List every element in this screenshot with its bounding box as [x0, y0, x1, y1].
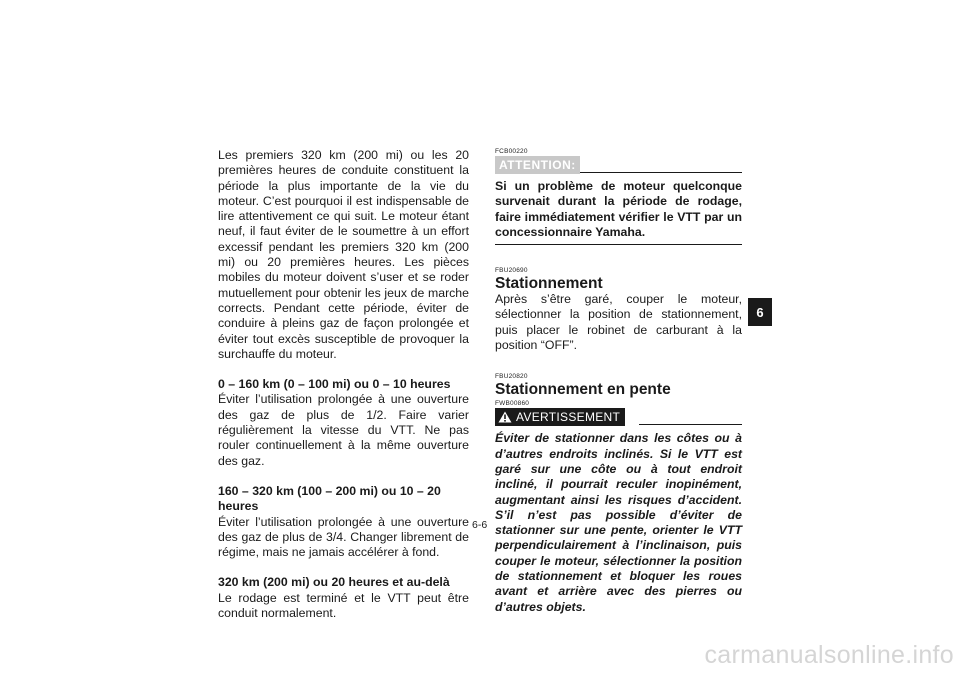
- warning-text: Éviter de stationner dans les côtes ou à d’autres endroits inclinés. Si le VTT est garé sur une côte ou à tout endroit incliné, il pourrait reculer inopinément, augmentant ainsi les risques d’accident. S’il n’est pas possible d’éviter de stationner sur une pente, orienter le VTT perpendiculairement à l’inclinaison, puis couper le moteur, sélectionner la position de stationnement et bloquer les roues avant et arrière avec des pierres ou d’autres objets.: [495, 431, 742, 614]
- warning-label: AVERTISSEMENT: [516, 410, 621, 425]
- warning-rule: [639, 424, 742, 425]
- stage1-heading: 0 – 160 km (0 – 100 mi) ou 0 – 10 heures: [218, 377, 451, 392]
- parking-code: FBU20690: [495, 267, 528, 275]
- stage1-text: Éviter l’utilisation prolongée à une ouverture des gaz de plus de 1/2. Faire varier régulièrement la vitesse du VTT. Ne pas rouler continuellement à la même ouverture des gaz.: [218, 392, 469, 468]
- attention-header: [495, 156, 742, 174]
- warning-code: FWB00860: [495, 400, 530, 408]
- warning-header: [495, 408, 742, 426]
- right-column: [495, 148, 742, 615]
- chapter-tab: 6: [748, 298, 772, 326]
- left-column: [218, 148, 469, 621]
- attention-code: FCB00220: [495, 148, 528, 155]
- stage3-text: Le rodage est terminé et le VTT peut être conduit normalement.: [218, 590, 469, 621]
- warning-badge: [495, 408, 625, 426]
- attention-box: [495, 174, 742, 245]
- page-number: 6-6: [472, 519, 488, 531]
- parking-heading: Stationnement: [495, 275, 603, 293]
- stage2-text: Éviter l’utilisation prolongée à une ouverture des gaz de plus de 3/4. Changer librement de régime, mais ne jamais accélérer à fond.: [218, 514, 469, 560]
- warning-triangle-icon: [498, 411, 512, 423]
- slope-code: FBU20820: [495, 373, 528, 381]
- parking-text: Après s’être garé, couper le moteur, sélectionner la position de stationnement, puis placer le robinet de carburant à la position “OFF”.: [495, 292, 742, 353]
- attention-badge: ATTENTION:: [495, 156, 580, 174]
- intro-paragraph: Les premiers 320 km (200 mi) ou les 20 premières heures de conduite constituent la période la plus importante de la vie du moteur. C’est pourquoi il est indispensable de lire attentivement ce qui suit. Le moteur étant neuf, il faut éviter de le soumettre à un effort excessif pendant les premiers 320 km (200 mi) ou 20 premières heures. Les pièces mobiles du moteur doivent s’user et se roder mutuellement pour obtenir les jeux de marche corrects. Pendant cette période, éviter de conduire à pleins gaz de façon prolongée et éviter tout excès susceptible de provoquer la surchauffe du moteur.: [218, 148, 469, 361]
- watermark: carmanualsonline.info: [704, 641, 954, 669]
- stage2-heading: 160 – 320 km (100 – 200 mi) ou 10 – 20 heures: [218, 483, 441, 514]
- attention-rule: [580, 172, 742, 173]
- attention-text: Si un problème de moteur quelconque survenait durant la période de rodage, faire immédiatement vérifier le VTT par un concessionnaire Yamaha.: [495, 179, 742, 239]
- stage3-heading: 320 km (200 mi) ou 20 heures et au-delà: [218, 575, 450, 590]
- slope-heading: Stationnement en pente: [495, 381, 671, 399]
